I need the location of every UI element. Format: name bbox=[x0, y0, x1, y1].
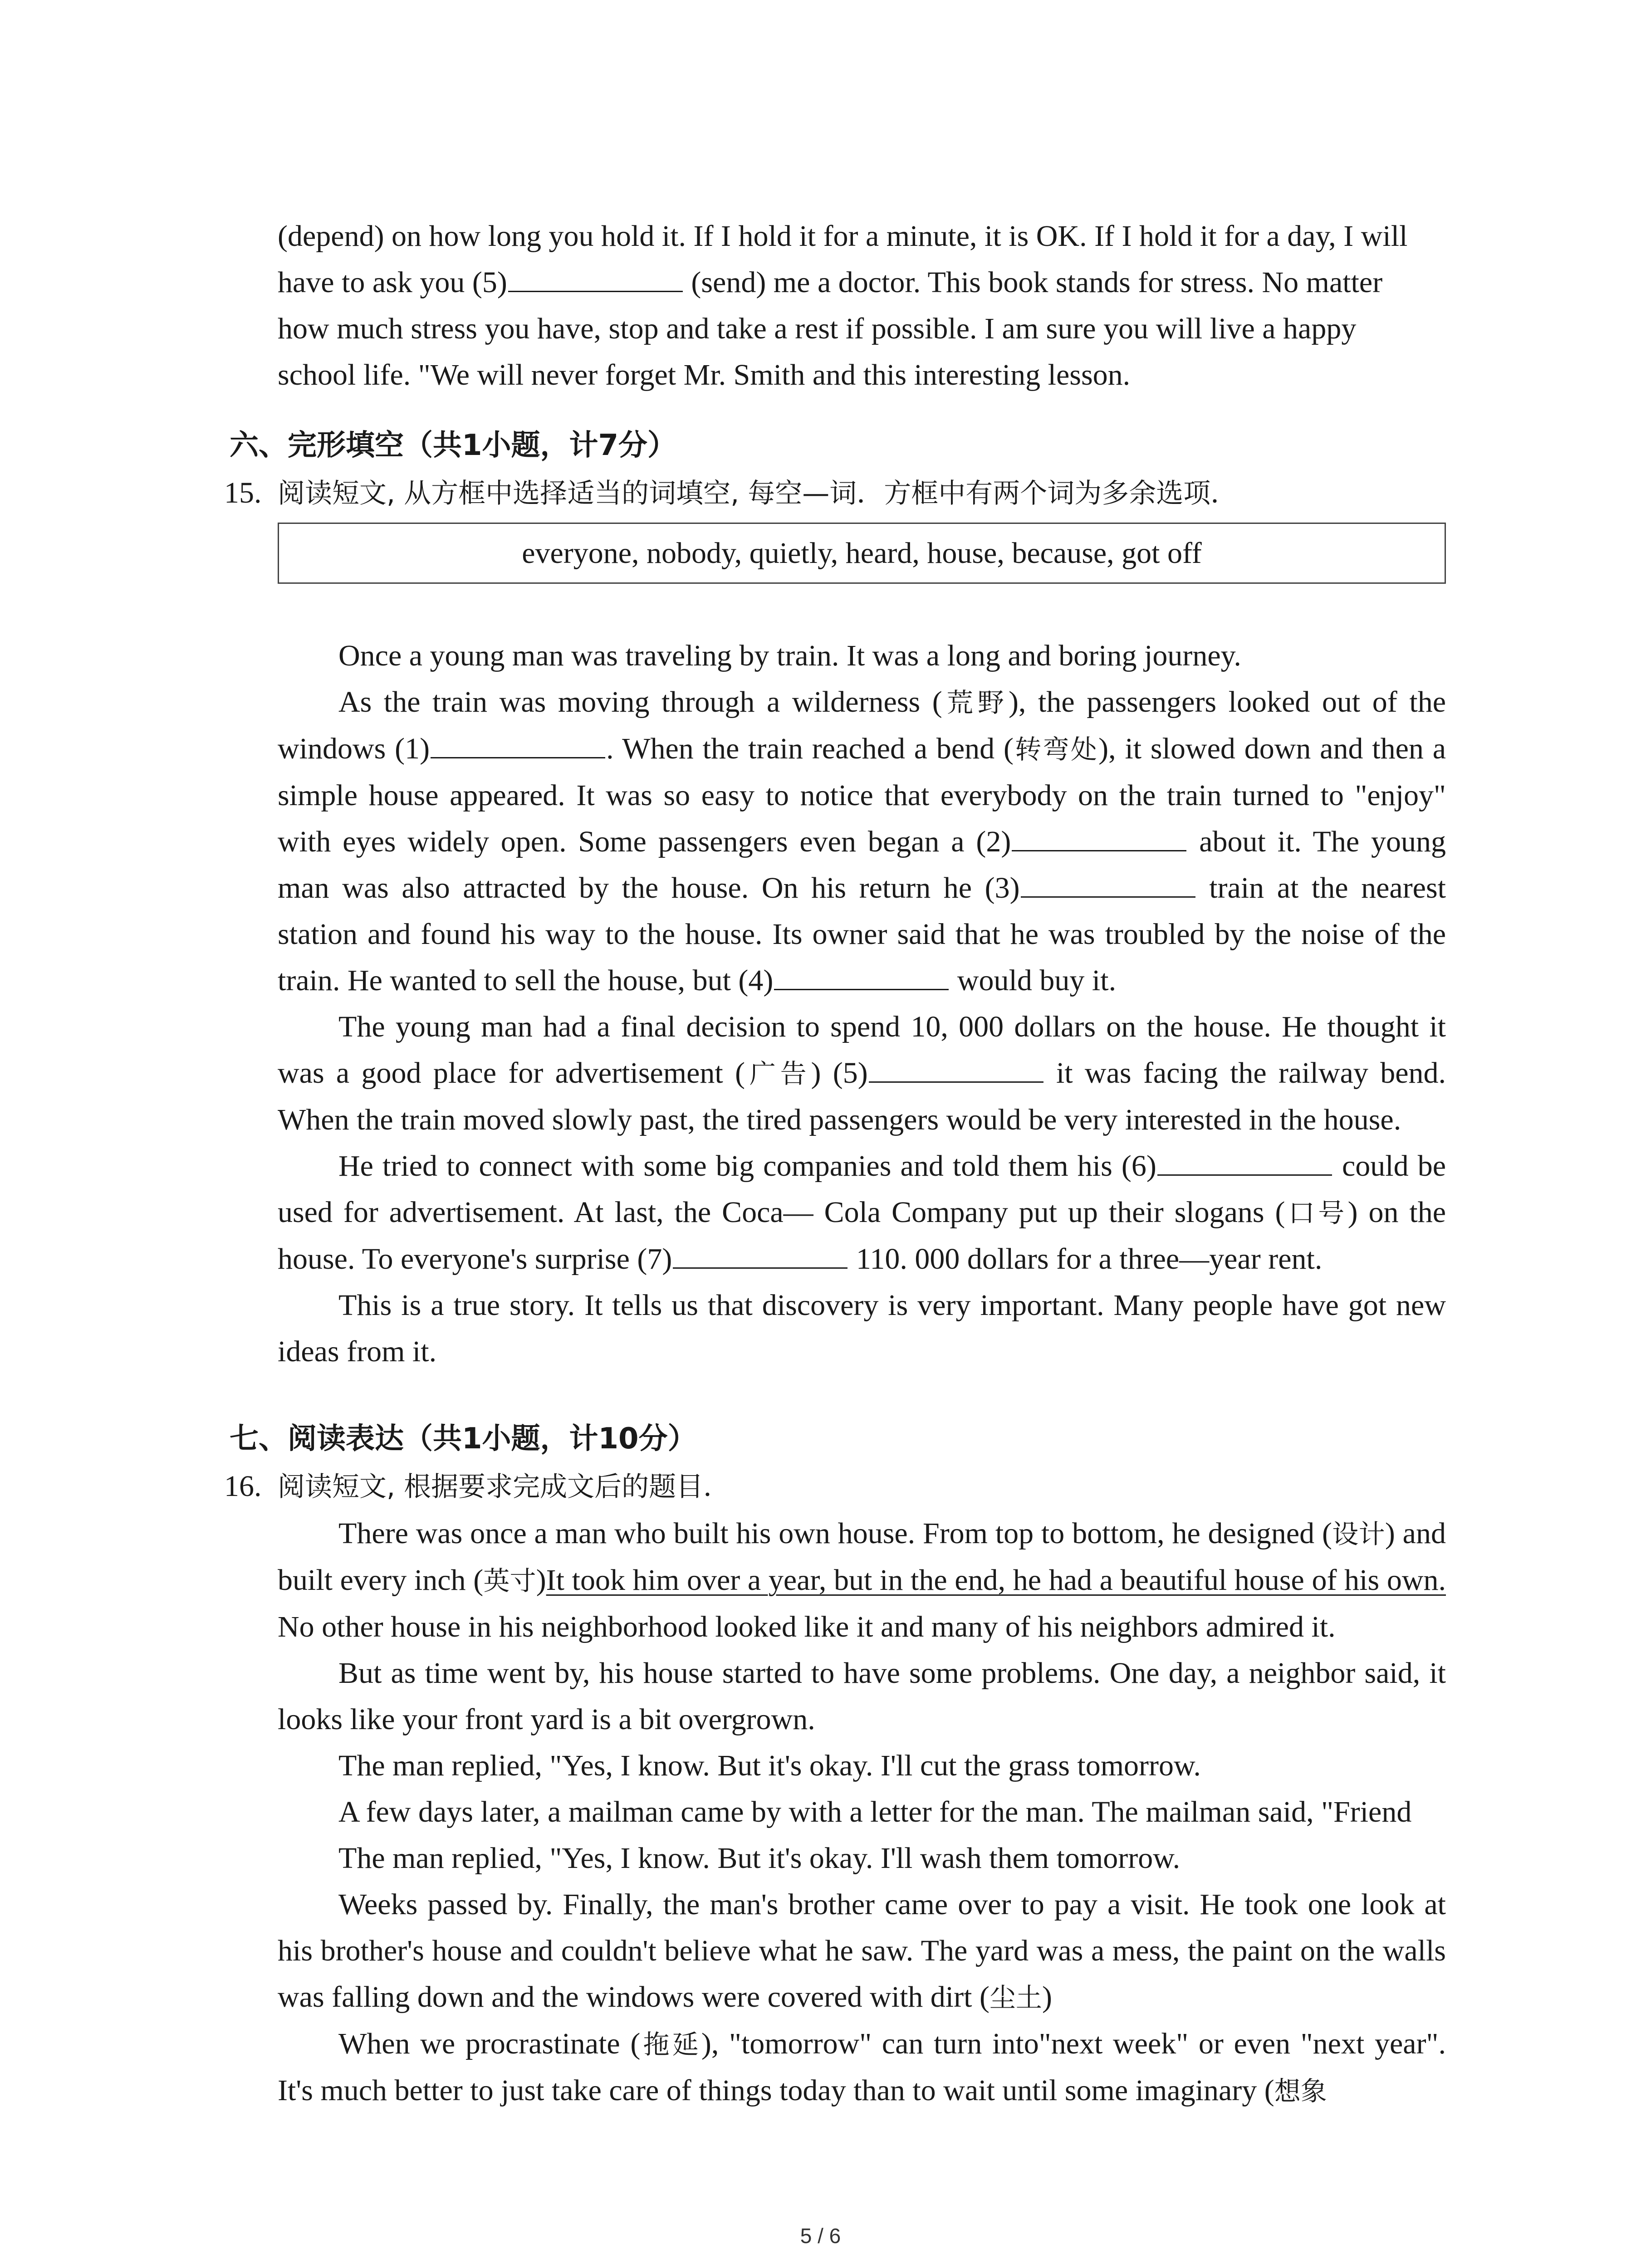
passage-paragraph: A few days later, a mailman came by with a letter for the man. The mailman said, "Friend bbox=[338, 1795, 1412, 1828]
passage-paragraph: When we procrastinate (拖延), "tomorrow" can turn into"next week" or even "next year". It's much better to just take care of things today than to wait until some imaginary (想象 bbox=[278, 2027, 1446, 2107]
passage-paragraph: But as time went by, his house started to have some problems. One day, a neighbor said, it looks like your front yard is a bit overgrown. bbox=[278, 1657, 1446, 1736]
answer-blank-6[interactable] bbox=[1157, 1147, 1332, 1176]
section-heading-7: 七、阅读表达（共1小题，计10分） bbox=[230, 1422, 697, 1456]
question-16 bbox=[224, 1465, 730, 1504]
page-number: 5 / 6 bbox=[800, 2224, 841, 2248]
answer-blank-5[interactable] bbox=[869, 1054, 1043, 1083]
cloze-passage bbox=[278, 633, 1446, 1375]
passage-line: (depend) on how long you hold it. If I hold it for a minute, it is OK. If I hold it for a day, I will bbox=[278, 220, 1408, 253]
passage-paragraph: As the train was moving through a wilderness (荒野), the passengers looked out of the windows (1) . When the train reached a bend (转弯处), it slowed down and then a simple house appeared. It was so easy to notice that everybody on the train turned to "enjoy" with eyes widely open. Some passengers even began a (2) about it. The young man was also attracted by the house. On his return he (3) train at the nearest station and found his way to the house. Its owner said that he was troubled by the noise of the train. He wanted to sell the house, but (4) would buy it. bbox=[278, 685, 1446, 997]
question-15 bbox=[224, 472, 1238, 511]
reading-passage bbox=[278, 1510, 1446, 2114]
passage-paragraph: Once a young man was traveling by train. It was a long and boring journey. bbox=[338, 639, 1241, 672]
answer-blank-4[interactable] bbox=[774, 962, 949, 990]
word-box-options: everyone, nobody, quietly, heard, house, because, got off bbox=[522, 536, 1202, 570]
passage-line: how much stress you have, stop and take a rest if possible. I am sure you will live a happy bbox=[278, 312, 1357, 345]
passage-paragraph: The man replied, "Yes, I know. But it's okay. I'll wash them tomorrow. bbox=[338, 1842, 1181, 1875]
passage-paragraph: He tried to connect with some big companies and told them his (6) could be used for advertisement. At last, the Coca— Cola Company put up their slogans (口号) on the house. To everyone's surprise (7) 110. 000 dollars for a three—year rent. bbox=[278, 1143, 1446, 1282]
passage-line: have to ask you (5) (send) me a doctor. This book stands for stress. No matter bbox=[278, 259, 1446, 306]
passage-paragraph: Weeks passed by. Finally, the man's brother came over to pay a visit. He took one look at his brother's house and couldn't believe what he saw. The yard was a mess, the paint on the walls was falling down and the windows were covered with dirt (尘土) bbox=[278, 1888, 1446, 2014]
passage-paragraph: There was once a man who built his own house. From top to bottom, he designed (设计) and built every inch (英寸)It took him over a year, but in the end, he had a beautiful house of his own. No other house in his neighborhood looked like it and many of his neighbors admired it. bbox=[278, 1517, 1446, 1643]
answer-blank-1[interactable] bbox=[431, 730, 605, 758]
question-number: 16. bbox=[224, 1470, 262, 1503]
continued-passage bbox=[278, 213, 1446, 398]
word-box bbox=[278, 523, 1446, 584]
underlined-sentence: It took him over a year, but in the end, he had a beautiful house of his own. bbox=[546, 1564, 1446, 1597]
question-instruction: 阅读短文, 根据要求完成文后的题目． bbox=[278, 1471, 731, 1503]
answer-blank[interactable] bbox=[508, 264, 683, 292]
answer-blank-7[interactable] bbox=[673, 1240, 847, 1269]
passage-paragraph: The young man had a final decision to spend 10, 000 dollars on the house. He thought it was a good place for advertisement (广告) (5) it was facing the railway bend. When the train moved slowly past, the tired passengers would be very interested in the house. bbox=[278, 1010, 1446, 1136]
answer-blank-3[interactable] bbox=[1021, 869, 1195, 898]
passage-paragraph: The man replied, "Yes, I know. But it's okay. I'll cut the grass tomorrow. bbox=[338, 1749, 1201, 1782]
question-instruction: 阅读短文, 从方框中选择适当的词填空, 每空—词．方框中有两个词为多余选项． bbox=[278, 478, 1238, 509]
passage-text: ), "tomorrow" can turn into"next week" or even "next year". It's much better to just take care of things today than to wait until some imaginary ( bbox=[278, 2027, 1446, 2107]
passage-paragraph: This is a true story. It tells us that discovery is very important. Many people have got new ideas from it. bbox=[278, 1289, 1446, 1368]
cjk-gloss: 拖延 bbox=[640, 2029, 701, 2060]
answer-blank-2[interactable] bbox=[1012, 823, 1186, 851]
passage-line: school life. "We will never forget Mr. Smith and this interesting lesson. bbox=[278, 358, 1131, 391]
question-number: 15. bbox=[224, 476, 262, 509]
section-heading-6: 六、完形填空（共1小题，计7分） bbox=[230, 429, 677, 462]
